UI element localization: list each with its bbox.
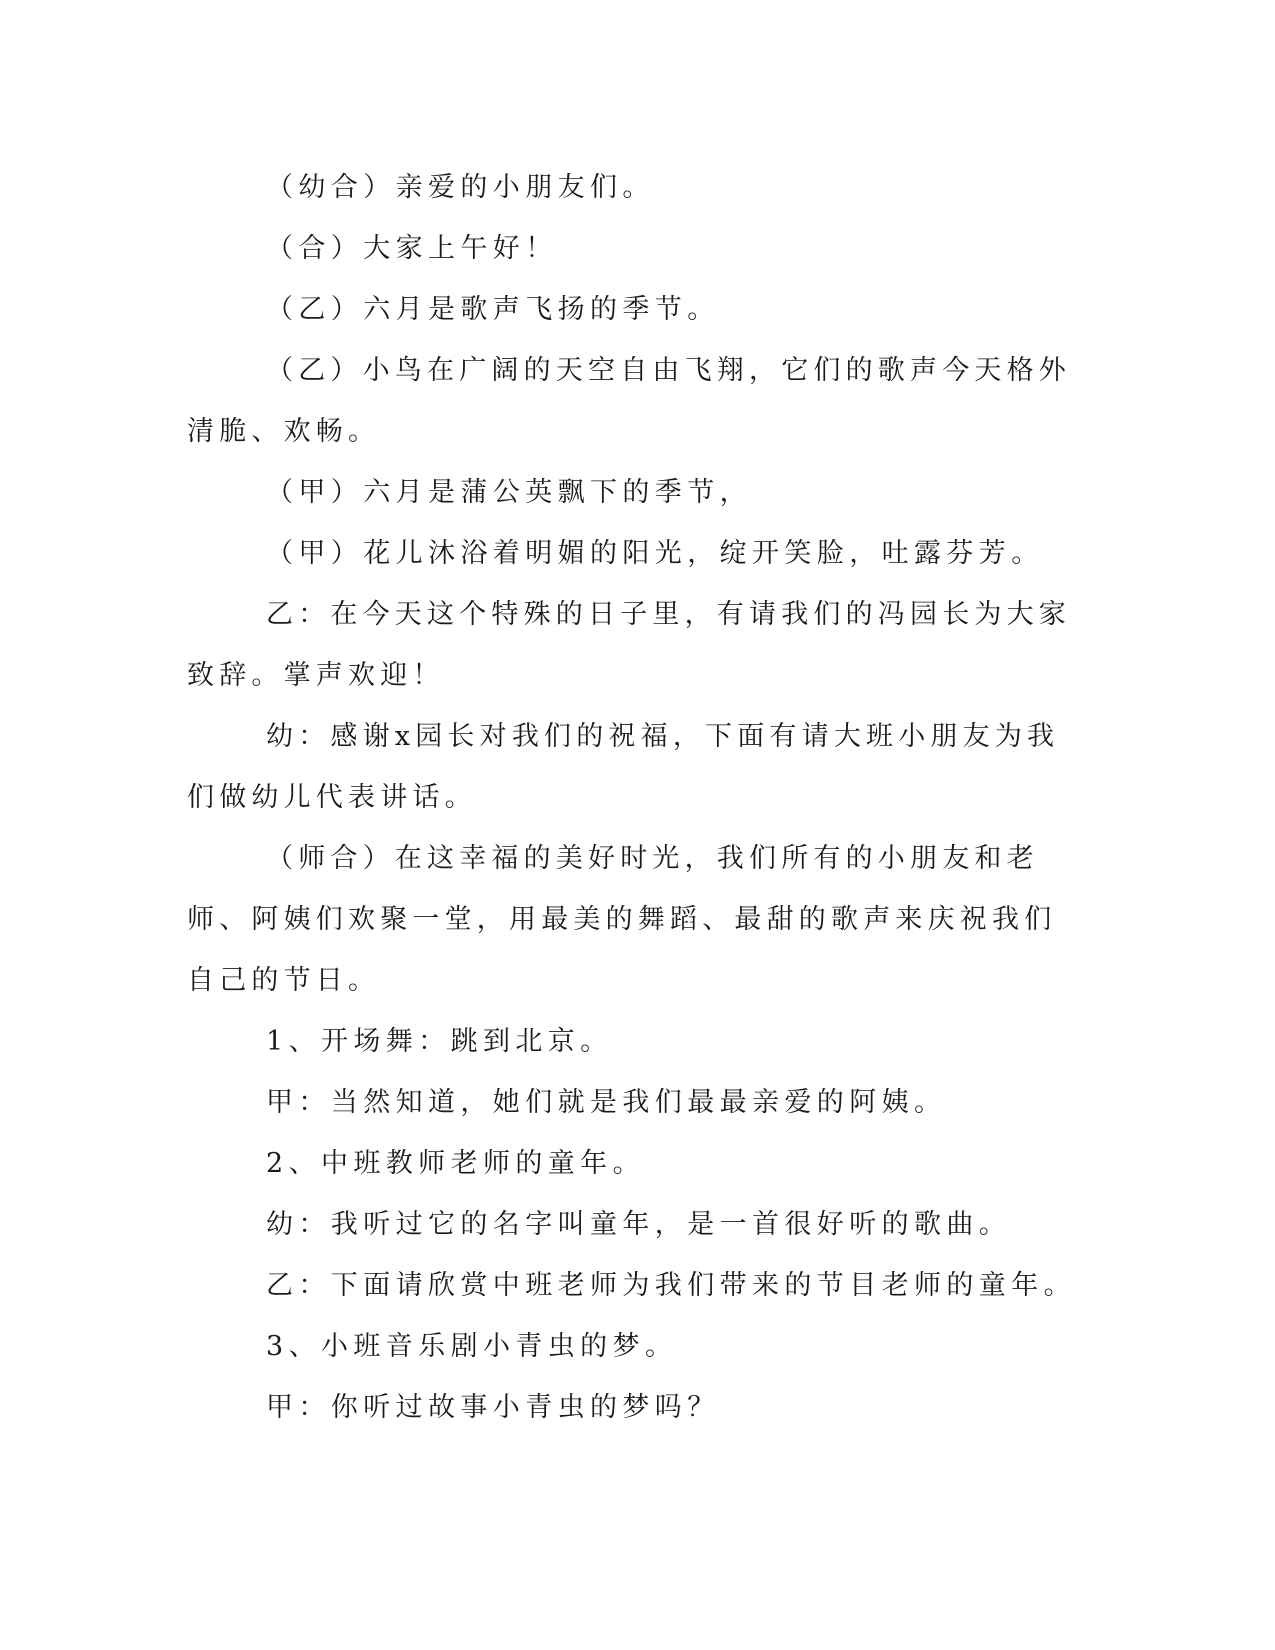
paragraph-13: 幼：我听过它的名字叫童年，是一首很好听的歌曲。	[266, 1209, 1012, 1240]
paragraph-7: 乙：在今天这个特殊的日子里，有请我们的冯园长为大家致辞。掌声欢迎！	[187, 599, 1071, 691]
paragraph-9: （师合）在这幸福的美好时光，我们所有的小朋友和老师、阿姨们欢聚一堂，用最美的舞蹈、最甜的歌声来庆祝我们自己的节日。	[187, 843, 1057, 996]
paragraph-10: 1、开场舞：跳到北京。	[266, 1026, 613, 1057]
paragraph-4: （乙）小鸟在广阔的天空自由飞翔，它们的歌声今天格外清脆、欢畅。	[187, 355, 1071, 447]
paragraph-3: （乙）六月是歌声飞扬的季节。	[266, 294, 720, 325]
paragraph-5: （甲）六月是蒲公英飘下的季节，	[266, 477, 752, 508]
paragraph-16: 甲：你听过故事小青虫的梦吗？	[266, 1392, 720, 1423]
document-body	[187, 157, 1077, 1438]
paragraph-14: 乙：下面请欣赏中班老师为我们带来的节目老师的童年。	[266, 1270, 1076, 1301]
paragraph-6: （甲）花儿沐浴着明媚的阳光，绽开笑脸，吐露芬芳。	[266, 538, 1044, 569]
paragraph-12: 2、中班教师老师的童年。	[266, 1148, 645, 1179]
paragraph-2: （合）大家上午好！	[266, 233, 558, 264]
paragraph-15: 3、小班音乐剧小青虫的梦。	[266, 1331, 678, 1362]
paragraph-8: 幼：感谢x园长对我们的祝福，下面有请大班小朋友为我们做幼儿代表讲话。	[187, 721, 1060, 813]
paragraph-11: 甲：当然知道，她们就是我们最最亲爱的阿姨。	[266, 1087, 947, 1118]
paragraph-1: （幼合）亲爱的小朋友们。	[266, 172, 655, 203]
